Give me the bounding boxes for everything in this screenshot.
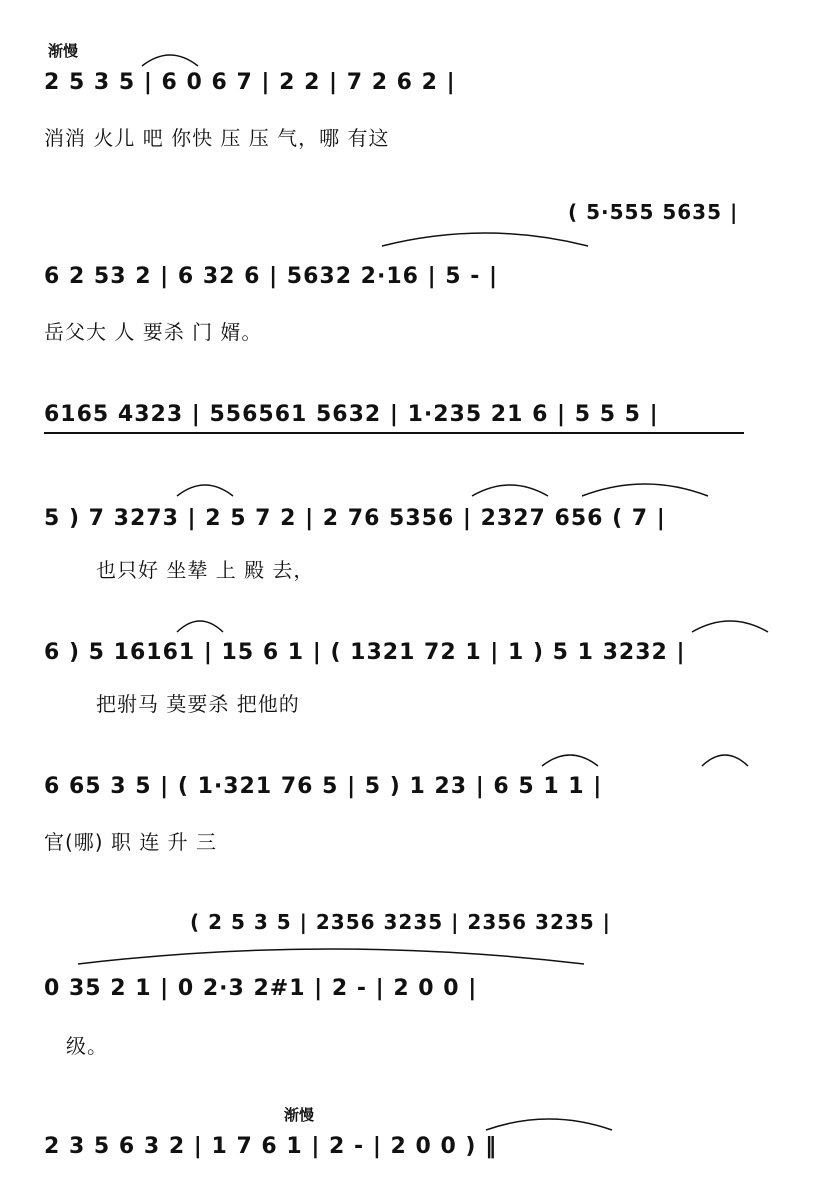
prelude-row-2: ( 5·555 5635 | [568, 200, 739, 224]
notation-row-1: 2 5 3 5 | 6 0 6 7 | 2 2 | 7 2 6 2 | [44, 70, 456, 95]
tempo-mark: 渐慢 [48, 42, 79, 60]
notation-row-7: 0 35 2 1 | 0 2·3 2#1 | 2 - | 2 0 0 | [44, 976, 478, 1001]
notation-row-6: 6 65 3 5 | ( 1·321 76 5 | 5 ) 1 23 | 6 5 1 1 | [44, 774, 603, 799]
tempo-mark: 渐慢 [284, 1106, 315, 1124]
notation-row-4: 5 ) 7 3273 | 2 5 7 2 | 2 76 5356 | 2327 656 ( 7 | [44, 506, 666, 531]
prelude-row-7: ( 2 5 3 5 | 2356 3235 | 2356 3235 | [190, 910, 611, 934]
slur [175, 614, 225, 634]
slur [380, 228, 590, 248]
lyrics-row-5: 把驸马 莫要杀 把他的 [96, 692, 300, 716]
slur [700, 748, 750, 768]
slur [540, 748, 600, 768]
notation-row-3: 6165 4323 | 556561 5632 | 1·235 21 6 | 5 5 5 | [44, 402, 659, 427]
lyrics-row-1: 消消 火儿 吧 你快 压 压 气，哪 有这 [44, 126, 390, 150]
notation-row-8: 2 3 5 6 3 2 | 1 7 6 1 | 2 - | 2 0 0 ) ‖ [44, 1134, 498, 1159]
slur [140, 48, 200, 68]
slur [580, 478, 710, 498]
slur [76, 946, 586, 966]
lyrics-row-7: 级。 [66, 1034, 108, 1058]
slur [484, 1112, 614, 1132]
lyrics-row-6: 官(哪) 职 连 升 三 [44, 830, 218, 854]
underline [44, 432, 744, 434]
slur [175, 478, 235, 498]
lyrics-row-2: 岳父大 人 要杀 门 婿。 [44, 320, 263, 344]
slur [470, 478, 550, 498]
slur [690, 614, 770, 634]
notation-row-2: 6 2 53 2 | 6 32 6 | 5632 2·16 | 5 - | [44, 264, 499, 289]
notation-row-5: 6 ) 5 16161 | 15 6 1 | ( 1321 72 1 | 1 ) 5 1 3232 | [44, 640, 686, 665]
lyrics-row-4: 也只好 坐辇 上 殿 去， [96, 558, 315, 582]
